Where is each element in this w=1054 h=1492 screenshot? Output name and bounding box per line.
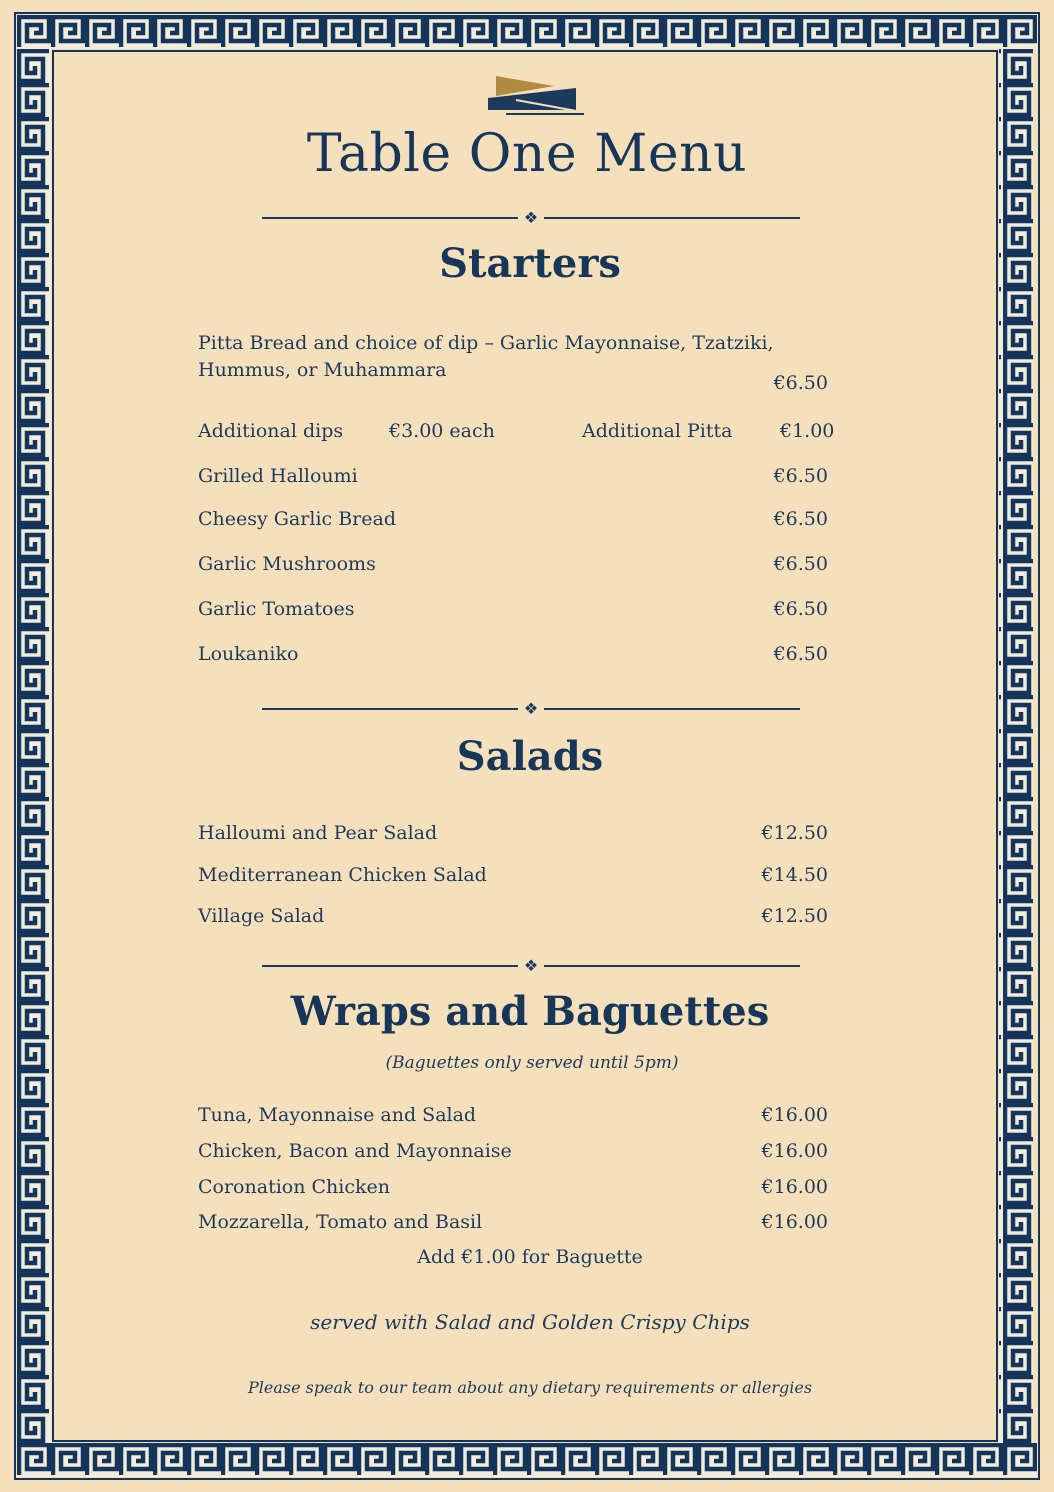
menu-item-price: €16.00 xyxy=(761,1211,828,1233)
menu-item-name: Village Salad xyxy=(198,905,325,927)
additional-dips-label: Additional dips xyxy=(198,420,344,442)
additional-dips-price: €3.00 each xyxy=(389,420,495,442)
menu-item-price: €12.50 xyxy=(761,822,828,844)
menu-item-name: Loukaniko xyxy=(198,643,299,665)
additional-pitta-price: €1.00 xyxy=(780,420,835,442)
menu-item-price: €14.50 xyxy=(761,864,828,886)
menu-item-price: €12.50 xyxy=(761,905,828,927)
baguette-time-note: (Baguettes only served until 5pm) xyxy=(385,1053,679,1073)
menu-title: Table One Menu xyxy=(306,124,748,184)
starters-heading: Starters xyxy=(439,240,621,287)
menu-item-price: €6.50 xyxy=(773,553,828,575)
menu-item-price: €6.50 xyxy=(773,508,828,530)
menu-item-price: €16.00 xyxy=(761,1104,828,1126)
menu-item-name: Garlic Tomatoes xyxy=(198,598,355,620)
divider xyxy=(262,208,800,227)
menu-item-name: Halloumi and Pear Salad xyxy=(198,822,438,844)
menu-item-name: Garlic Mushrooms xyxy=(198,553,376,575)
menu-item-name: Grilled Halloumi xyxy=(198,465,358,487)
divider xyxy=(262,956,800,975)
dietary-footer: Please speak to our team about any dietary requirements or allergies xyxy=(247,1378,813,1397)
menu-item-price: €16.00 xyxy=(761,1140,828,1162)
boat-logo-icon xyxy=(486,74,586,118)
menu-item-price: €6.50 xyxy=(773,465,828,487)
wraps-heading: Wraps and Baguettes xyxy=(290,988,770,1035)
menu-item-name: Mediterranean Chicken Salad xyxy=(198,864,487,886)
divider xyxy=(262,699,800,718)
menu-item-name: Coronation Chicken xyxy=(198,1176,390,1198)
baguette-addon-note: Add €1.00 for Baguette xyxy=(417,1246,643,1268)
menu-item-name: Tuna, Mayonnaise and Salad xyxy=(198,1104,477,1126)
served-with-note: served with Salad and Golden Crispy Chips xyxy=(310,1310,750,1334)
diamond-ornament-icon: ❖ xyxy=(523,956,539,975)
diamond-ornament-icon: ❖ xyxy=(523,208,539,227)
menu-item-name: Pitta Bread and choice of dip – Garlic Mayonnaise, Tzatziki, Hummus, or Muhammara xyxy=(198,332,774,381)
menu-item-price: €6.50 xyxy=(773,643,828,665)
menu-item-price: €6.50 xyxy=(773,372,828,394)
menu-item-price: €16.00 xyxy=(761,1176,828,1198)
menu-item-price: €6.50 xyxy=(773,598,828,620)
menu-item-name: Cheesy Garlic Bread xyxy=(198,508,396,530)
diamond-ornament-icon: ❖ xyxy=(523,699,539,718)
salads-heading: Salads xyxy=(456,733,604,780)
menu-item-name: Mozzarella, Tomato and Basil xyxy=(198,1211,483,1233)
additional-pitta-label: Additional Pitta xyxy=(582,420,733,442)
menu-item-name: Chicken, Bacon and Mayonnaise xyxy=(198,1140,512,1162)
